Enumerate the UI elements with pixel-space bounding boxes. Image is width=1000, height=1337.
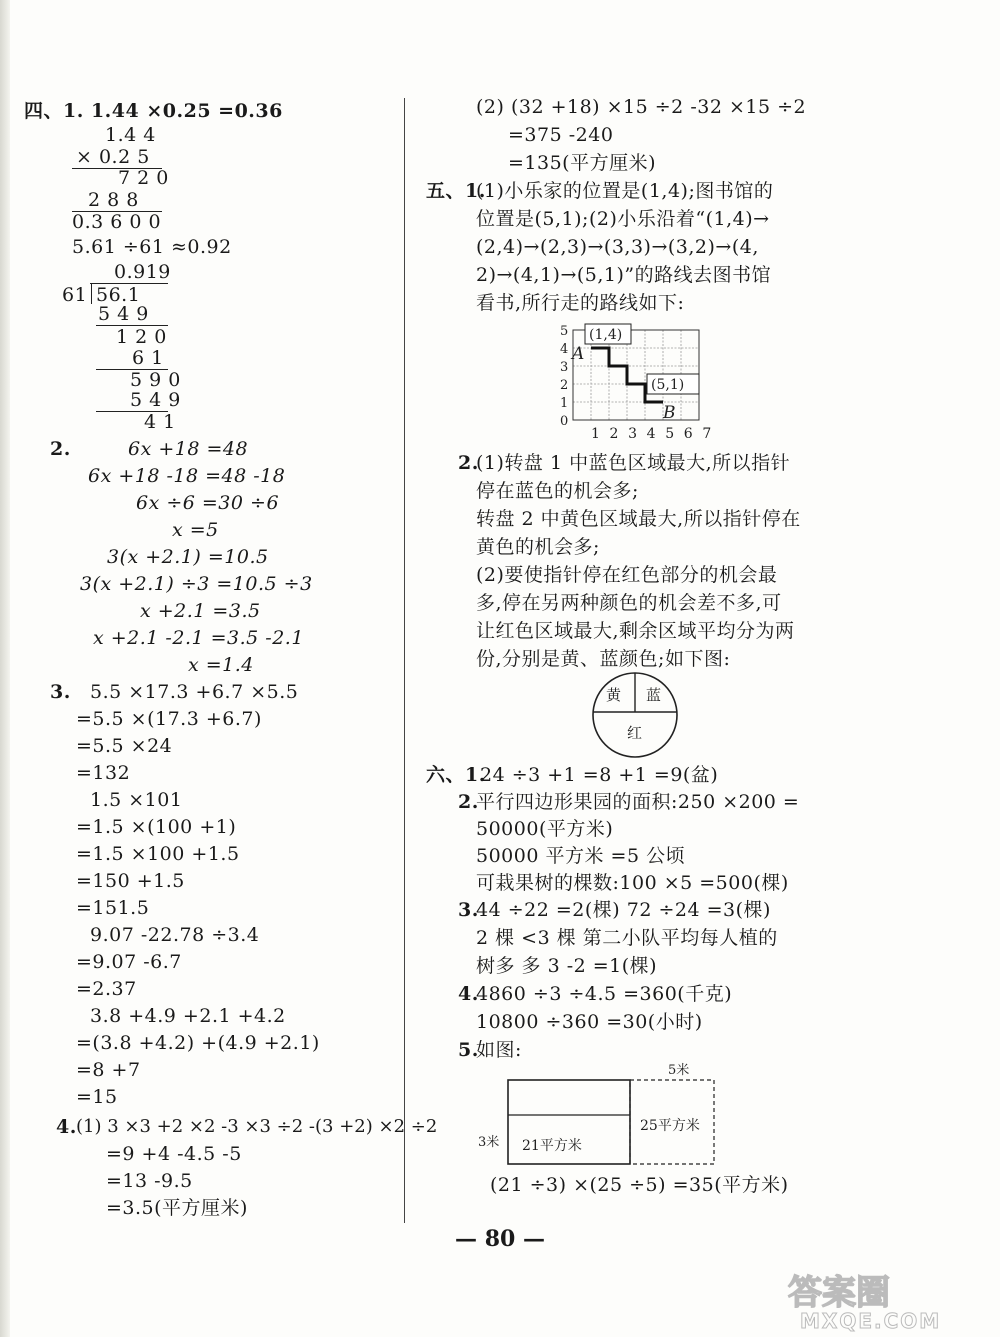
s6-q2-line-2: 50000(平方米)	[476, 818, 614, 840]
spinner-yellow-label: 黄	[606, 686, 622, 704]
q2-line-9: x =1.4	[188, 654, 254, 676]
q3-line-1: 5.5 ×17.3 +6.7 ×5.5	[90, 681, 299, 703]
grid-y-tick: 3	[560, 360, 569, 375]
point-a: A	[572, 344, 585, 364]
route-grid	[555, 322, 715, 442]
s5-q2-line-5: (2)要使指针停在红色部分的机会最	[476, 564, 778, 586]
s6-q5-number: 5.	[458, 1039, 479, 1061]
q4-line-4: =3.5(平方厘米)	[106, 1197, 248, 1219]
s5-label: 五、1.	[426, 180, 486, 202]
s5-q1-line-4: 2)→(4,1)→(5,1)”的路线去图书馆	[476, 264, 772, 286]
s6-q4-line-1: 4860 ÷3 ÷4.5 =360(千克)	[476, 983, 733, 1005]
grid-y-ticks	[560, 324, 568, 429]
s6-q2-line-4: 可栽果树的棵数:100 ×5 =500(棵)	[476, 872, 789, 894]
s5-q2-line-6: 多,停在另两种颜色的机会差不多,可	[476, 592, 782, 614]
s4-q1-line: 四、1. 1.44 ×0.25 =0.36	[24, 100, 283, 122]
watermark-logo	[780, 1270, 995, 1332]
grid-y-tick: 0	[560, 414, 569, 429]
q3-line-7: =1.5 ×100 +1.5	[76, 843, 240, 865]
grid-y-tick: 1	[560, 396, 569, 411]
div-row-1: 5 4 9	[98, 303, 149, 325]
q4-2-line-2: =375 -240	[508, 124, 614, 146]
s6-q5-line-1: 如图:	[476, 1039, 522, 1061]
q3-line-10: 9.07 -22.78 ÷3.4	[90, 924, 260, 946]
watermark-url: MXQE.COM	[800, 1309, 942, 1332]
q3-line-13: 3.8 +4.9 +2.1 +4.2	[90, 1005, 286, 1027]
q3-line-11: =9.07 -6.7	[76, 951, 182, 973]
spinner-blue-label: 蓝	[646, 686, 662, 704]
s6-q3-number: 3.	[458, 899, 479, 921]
s5-q2-line-2: 停在蓝色的机会多;	[476, 480, 639, 502]
q3-line-3: =5.5 ×24	[76, 735, 173, 757]
s6-q3-line-3: 树多 多 3 -2 =1(棵)	[476, 955, 658, 977]
q4-line-3: =13 -9.5	[106, 1170, 193, 1192]
height-label-3m: 3米	[478, 1135, 500, 1150]
point-b: B	[663, 403, 676, 423]
s5-q1-line-2: 位置是(5,1);(2)小乐沿着“(1,4)→	[476, 208, 770, 230]
q2-line-1: 6x +18 =48	[128, 438, 249, 460]
mult-result: 0.3 6 0 0	[72, 211, 162, 233]
q3-line-15: =8 +7	[76, 1059, 141, 1081]
div-row-3: 6 1	[132, 347, 164, 369]
q3-line-8: =150 +1.5	[76, 870, 185, 892]
s6-label: 六、1.	[426, 764, 486, 786]
div-bracket	[91, 283, 92, 304]
s5-q1-line-5: 看书,所行走的路线如下:	[476, 292, 685, 314]
q2-line-6: 3(x +2.1) ÷3 =10.5 ÷3	[80, 573, 313, 595]
q4-2-line-1: (2) (32 +18) ×15 ÷2 -32 ×15 ÷2	[476, 96, 807, 118]
q4-number: 4.	[56, 1116, 77, 1138]
q2-line-2: 6x +18 -18 =48 -18	[88, 465, 286, 487]
width-label-5m: 5米	[668, 1063, 690, 1078]
spinner-red-label: 红	[627, 724, 643, 742]
start-label: (1,4)	[589, 327, 623, 343]
q3-line-16: =15	[76, 1086, 118, 1108]
div-row-2: 1 2 0	[116, 326, 167, 348]
s5-q2-number: 2.	[458, 452, 479, 474]
div-divisor: 61	[62, 284, 88, 306]
mult-op: × 0.2 5	[76, 146, 150, 168]
area-label-25: 25平方米	[640, 1118, 700, 1134]
q4-line-1: (1) 3 ×3 +2 ×2 -3 ×3 ÷2 -(3 +2) ×2 ÷2	[76, 1116, 438, 1137]
s6-q5-result: (21 ÷3) ×(25 ÷5) =35(平方米)	[490, 1174, 789, 1196]
page-edge	[0, 0, 10, 1337]
s5-q2-line-4: 黄色的机会多;	[476, 536, 600, 558]
spinner-circle	[590, 670, 680, 760]
q2-line-5: 3(x +2.1) =10.5	[107, 546, 269, 568]
grid-x-ticks: 1 2 3 4 5 6 7	[591, 426, 714, 442]
q3-line-2: =5.5 ×(17.3 +6.7)	[76, 708, 262, 730]
q4-2-line-3: =135(平方厘米)	[508, 152, 657, 174]
area-label-21: 21平方米	[522, 1138, 582, 1154]
q2-number: 2.	[50, 438, 71, 460]
q3-line-4: =132	[76, 762, 131, 784]
s6-q2-line-3: 50000 平方米 =5 公顷	[476, 845, 686, 867]
q3-number: 3.	[50, 681, 71, 703]
q2-line-8: x +2.1 -2.1 =3.5 -2.1	[93, 627, 304, 649]
grid-y-tick: 2	[560, 378, 569, 393]
q2-line-7: x +2.1 =3.5	[140, 600, 261, 622]
q3-line-14: =(3.8 +4.2) +(4.9 +2.1)	[76, 1032, 320, 1054]
s5-q2-line-7: 让红色区域最大,剩余区域平均分为两	[476, 620, 795, 642]
s5-q2-line-8: 份,分别是黄、蓝颜色;如下图:	[476, 648, 731, 670]
mult-p1: 7 2 0	[118, 167, 169, 189]
q3-line-12: =2.37	[76, 978, 137, 1000]
div-quotient: 0.919	[114, 261, 171, 283]
div-row-6: 4 1	[144, 411, 176, 433]
s5-q1-line-1: (1)小乐家的位置是(1,4);图书馆的	[476, 180, 774, 202]
q3-line-9: =151.5	[76, 897, 150, 919]
div-line: 5.61 ÷61 ≈0.92	[72, 236, 232, 258]
s5-q2-line-1: (1)转盘 1 中蓝色区域最大,所以指针	[476, 452, 791, 474]
s5-q1-line-3: (2,4)→(2,3)→(3,3)→(3,2)→(4,	[476, 236, 759, 258]
s6-q3-line-2: 2 棵 <3 棵 第二小队平均每人植的	[476, 927, 778, 949]
q2-line-4: x =5	[172, 519, 219, 541]
watermark-text: 答案圈	[788, 1273, 890, 1313]
mult-top: 1.4 4	[105, 124, 156, 146]
s6-q4-line-2: 10800 ÷360 =30(小时)	[476, 1011, 703, 1033]
s5-q2-line-3: 转盘 2 中黄色区域最大,所以指针停在	[476, 508, 801, 530]
end-label: (5,1)	[651, 377, 685, 393]
grid-y-tick: 4	[560, 342, 569, 357]
s6-q3-line-1: 44 ÷22 =2(棵) 72 ÷24 =3(棵)	[476, 899, 771, 921]
s6-q2-number: 2.	[458, 791, 479, 813]
s6-q4-number: 4.	[458, 983, 479, 1005]
page-number: — 80 —	[455, 1226, 545, 1252]
q3-line-5: 1.5 ×101	[90, 789, 183, 811]
q4-line-2: =9 +4 -4.5 -5	[106, 1143, 242, 1165]
column-divider	[404, 98, 405, 1223]
s6-q1: 24 ÷3 +1 =8 +1 =9(盆)	[480, 764, 719, 786]
div-row-5: 5 4 9	[130, 389, 181, 411]
grid-y-tick: 5	[560, 324, 569, 339]
div-row-4: 5 9 0	[130, 369, 181, 391]
s6-q2-line-1: 平行四边形果园的面积:250 ×200 =	[476, 791, 800, 813]
div-dividend: 56.1	[96, 284, 141, 306]
mult-p2: 2 8 8	[88, 189, 139, 211]
area-diagram	[470, 1058, 730, 1170]
q2-line-3: 6x ÷6 =30 ÷6	[136, 492, 280, 514]
q3-line-6: =1.5 ×(100 +1)	[76, 816, 237, 838]
